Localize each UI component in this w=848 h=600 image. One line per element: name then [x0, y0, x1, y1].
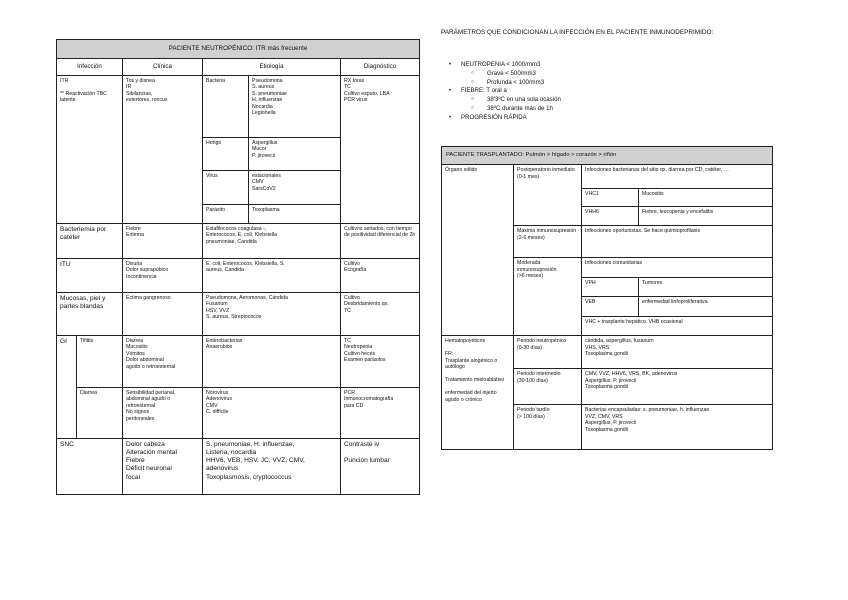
itr-type-hongo: Hongo: [203, 137, 249, 170]
cateter-infeccion: Bacteriemia por catéter: [57, 223, 123, 258]
solid-vhh6-text: Fiebre, leucopenia y encefalitis: [639, 207, 773, 226]
itr-type-bacteria: Bacteria: [203, 75, 249, 137]
mucosas-clinica: Ectima gangrenoso: [123, 292, 203, 335]
itu-diagnostico: Cultivo Ecografía: [341, 258, 420, 292]
itr-type-parasito: Parásito: [203, 204, 249, 223]
snc-diagnostico: Contraste iv Punción lumbar: [341, 438, 420, 494]
param-fiebre-1: ○ 38'3ºC en una sola ocasión: [461, 96, 561, 105]
params-title: PARÁMETROS QUE CONDICIONAN LA INFECCIÓN EN EL PACIENTE INMUNODEPRIMIDO:: [441, 29, 714, 36]
itr-agents-parasito: Toxoplasma: [249, 204, 341, 223]
solid-organ-label: Órgano sólido: [442, 165, 514, 336]
neutropenic-table-title: PACIENTE NEUTROPÉNICO: ITR más frecuente: [57, 40, 420, 59]
header-infeccion: Infección: [57, 58, 123, 75]
hema-p2: Periodo intermedio (30-100 días): [514, 369, 582, 405]
cateter-clinica: Fiebre Eritema: [123, 223, 203, 258]
solid-vph: VPH: [582, 278, 639, 297]
solid-max-period: Máxima inmunosupresión (2-6 meses): [514, 226, 582, 258]
params-list: [461, 61, 561, 123]
param-grave: ○ Grave < 500/mm3: [461, 70, 561, 79]
solid-max-text: Infecciones oportunistas. Se hace quimioprofilaxis: [582, 226, 773, 258]
solid-veb-text: enfermedad linfoproliferativa: [639, 297, 773, 317]
param-fiebre-2: ○ 38ºC durante más de 1h: [461, 105, 561, 114]
itu-infeccion: ITU: [57, 258, 123, 292]
hema-p2-text: CMV, VVZ, HHV6, VRS, BK, adenovirus Aspergillus, P. jirovecii Toxoplasma gondii: [582, 369, 773, 405]
transplant-table: [441, 146, 773, 450]
tiflitis-diagnostico: TC Neutropenia Cultivo heces Examen parásitos: [341, 335, 420, 387]
tiflitis-etiologia: Enterobacterias Anaerobios: [203, 335, 341, 387]
solid-early-general: Infecciones bacterianas del sitio qx, diarrea por CD, catéter, …: [582, 165, 773, 189]
header-diagnostico: Diagnóstico: [341, 58, 420, 75]
gi-diarrea-label: Diarrea: [77, 387, 123, 438]
tiflitis-clinica: Diarrea Mucositis Vómitos Dolor abdominal agudo o retroesternal: [123, 335, 203, 387]
itu-etiologia: E. coli, Enterococos, Klebsiella, S. aureus, Candida: [203, 258, 341, 292]
solid-vph-text: Tumores: [639, 278, 773, 297]
cateter-etiologia: Estafilococos coagulasa -, Enterococos, E. coli, Klebsiella pneumoniae, Candida: [203, 223, 341, 258]
itr-infeccion: ITR ** Reactivación TBC latente: [57, 75, 123, 223]
itr-agents-virus: estacionales CMV SarsCoV2: [249, 170, 341, 204]
param-progresion: • PROGRESIÓN RÁPIDA: [461, 114, 561, 123]
itr-agents-hongo: Aspergillus Mucor P. jirovecii: [249, 137, 341, 170]
solid-vhc-text: VHC + trasplante hepático. VHB ocasional: [582, 317, 773, 336]
hema-p1: Periodo neutropénico (0-30 días): [514, 336, 582, 369]
snc-etiologia: S. pneumoniae, H. influenzae, Listeria, nocardia HHV6, VEB, HSV, JC, VVZ, CMV, adenovirus Toxoplasmosis, cryptococcus: [203, 438, 341, 494]
hema-p1-text: cándida, aspergillus, fusarium VHS, VRS Toxoplasma gondii: [582, 336, 773, 369]
param-fiebre: • FIEBRE: T oral a: [461, 87, 561, 96]
neutropenic-table: [56, 39, 420, 495]
hema-p3: Periodo tardío (> 100 días): [514, 405, 582, 450]
mucosas-diagnostico: Cultivo Desbridamiento qx. TC: [341, 292, 420, 335]
solid-early-period: Postoperatorio inmediato (0-1 mes): [514, 165, 582, 226]
gi-tiflitis-label: Tiflitis: [77, 335, 123, 387]
solid-moderate-general: Infecciones comunitarias: [582, 258, 773, 278]
header-clinica: Clínica: [123, 58, 203, 75]
itr-diagnostico: RX tórax TC Cultivo esputo, LBA PCR virus: [341, 75, 420, 223]
gi-infeccion: GI: [57, 335, 77, 438]
header-etiologia: Etiología: [203, 58, 341, 75]
snc-clinica: Dolor cabeza Alteración mental Fiebre Déficit neuronal focal: [123, 438, 203, 494]
itr-type-virus: Virus: [203, 170, 249, 204]
solid-moderate-period: Moderada inmunosupresión (>6 meses): [514, 258, 582, 336]
param-profunda: ○ Profunda < 100/mm3: [461, 79, 561, 88]
solid-vhc1-text: Mucositis: [639, 189, 773, 207]
cateter-diagnostico: Cultivos seriados, con tiempo de positividad diferencial de 2h: [341, 223, 420, 258]
itr-clinica: Tos y disnea IR Sibilancias, estertores, roncus: [123, 75, 203, 223]
itr-agents-bacteria: Pseudomona S. aureus S. pneumoniae H. influenzae Nocardia Legionella: [249, 75, 341, 137]
hema-label: Hematopoyéticos FR: Trasplante alogénico o autólogo Tratamiento mieloablativo enfermedad del injerto agudo o crónico: [442, 336, 514, 450]
itu-clinica: Disuria Dolor suprapúbico Incontinencia: [123, 258, 203, 292]
hema-p3-text: Bacterias encapsuladas: s. pneumoniae, h. influenzae VVZ, CMV, VRS Aspergillus, P. jirovecii Toxoplasma gondii: [582, 405, 773, 450]
solid-vhh6: VHH6: [582, 207, 639, 226]
diarrea-diagnostico: PCR Inmunocromatografía para CD: [341, 387, 420, 438]
mucosas-etiologia: Pseudomona, Aeromonas, Cándida Fusarium HSV, VVZ S. aureus, Streptococos: [203, 292, 341, 335]
solid-veb: VEB: [582, 297, 639, 317]
diarrea-etiologia: Norovirus Adenovirus CMV C. difficile: [203, 387, 341, 438]
mucosas-infeccion: Mucosas, piel y partes blandas: [57, 292, 123, 335]
solid-vhc1: VHC1: [582, 189, 639, 207]
param-neutropenia: • NEUTROPENIA < 1000/mm3: [461, 61, 561, 70]
transplant-table-title: PACIENTE TRASPLANTADO: Pulmón > hígado > corazón > riñón: [442, 147, 773, 165]
snc-infeccion: SNC: [57, 438, 123, 494]
diarrea-clinica: Sensibilidad perianal, abdominal agudo o retroesternal No signos peritoneales: [123, 387, 203, 438]
